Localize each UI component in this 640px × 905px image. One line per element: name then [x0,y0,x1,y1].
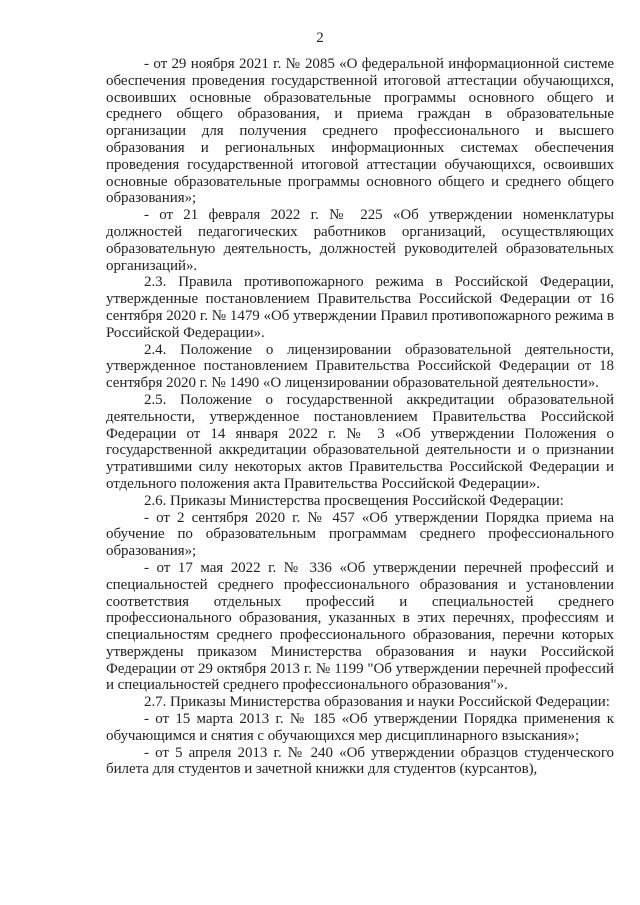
page-number: 2 [316,30,324,46]
paragraph-order-457: - от 2 сентября 2020 г. № 457 «Об утверждении Порядка приема на обучение по образовательным программам среднего профессионального образования»; [106,509,614,560]
paragraph-2-3: 2.3. Правила противопожарного режима в Российской Федерации, утвержденные постановлением Правительства Российской Федерации от 16 сентября 2020 г. № 1479 «Об утверждении Правил противопожарного режима в Российской Федерации». [106,274,614,341]
paragraph-order-240: - от 5 апреля 2013 г. № 240 «Об утверждении образцов студенческого билета для студентов и зачетной книжки для студентов (курсантов), [106,744,614,778]
paragraph-2-7: 2.7. Приказы Министерства образования и науки Российской Федерации: [144,694,610,711]
paragraph-order-2085: - от 29 ноября 2021 г. № 2085 «О федеральной информационной системе обеспечения проведения государственной итоговой аттестации обучающихся, освоивших основные образовательные программы основного общего и среднего общего образования, и приема граждан в образовательные организации для получения среднего профессионального и высшего образования и региональных информационных системах обеспечения проведения государственной итоговой аттестации обучающихся, освоивших основные образовательные программы основного общего и среднего общего образования»; [106,56,614,207]
paragraph-order-185: - от 15 марта 2013 г. № 185 «Об утверждении Порядка применения к обучающимся и снятия с обучающихся мер дисциплинарного взыскания»; [106,711,614,744]
paragraph-2-4: 2.4. Положение о лицензировании образовательной деятельности, утвержденное постановлением Правительства Российской Федерации от 18 сентября 2020 г. № 1490 «О лицензировании образовательной деятельности». [106,341,614,392]
document-body [106,56,614,778]
paragraph-order-225: - от 21 февраля 2022 г. № 225 «Об утверждении номенклатуры должностей педагогических работников организаций, осуществляющих образовательную деятельность, должностей руководителей образовательных организаций». [106,207,614,274]
paragraph-2-5: 2.5. Положение о государственной аккредитации образовательной деятельности, утвержденное постановлением Правительства Российской Федерации от 14 января 2022 г. № 3 «Об утверждении Положения о государственной аккредитации образовательной деятельности и о признании утратившими силу некоторых актов Правительства Российской Федерации и отдельного положения акта Правительства Российской Федерации». [106,391,614,492]
paragraph-2-6: 2.6. Приказы Министерства просвещения Российской Федерации: [144,492,564,509]
paragraph-order-336: - от 17 мая 2022 г. № 336 «Об утверждении перечней профессий и специальностей среднего профессионального образования и установлении соответствия отдельных профессий и специальностей среднего профессионального образования, указанных в этих перечнях, профессиям и специальностям среднего профессионального образования, перечни которых утверждены приказом Министерства образования и науки Российской Федерации от 29 октября 2013 г. № 1199 "Об утверждении перечней профессий и специальностей среднего профессионального образования"». [106,559,614,694]
